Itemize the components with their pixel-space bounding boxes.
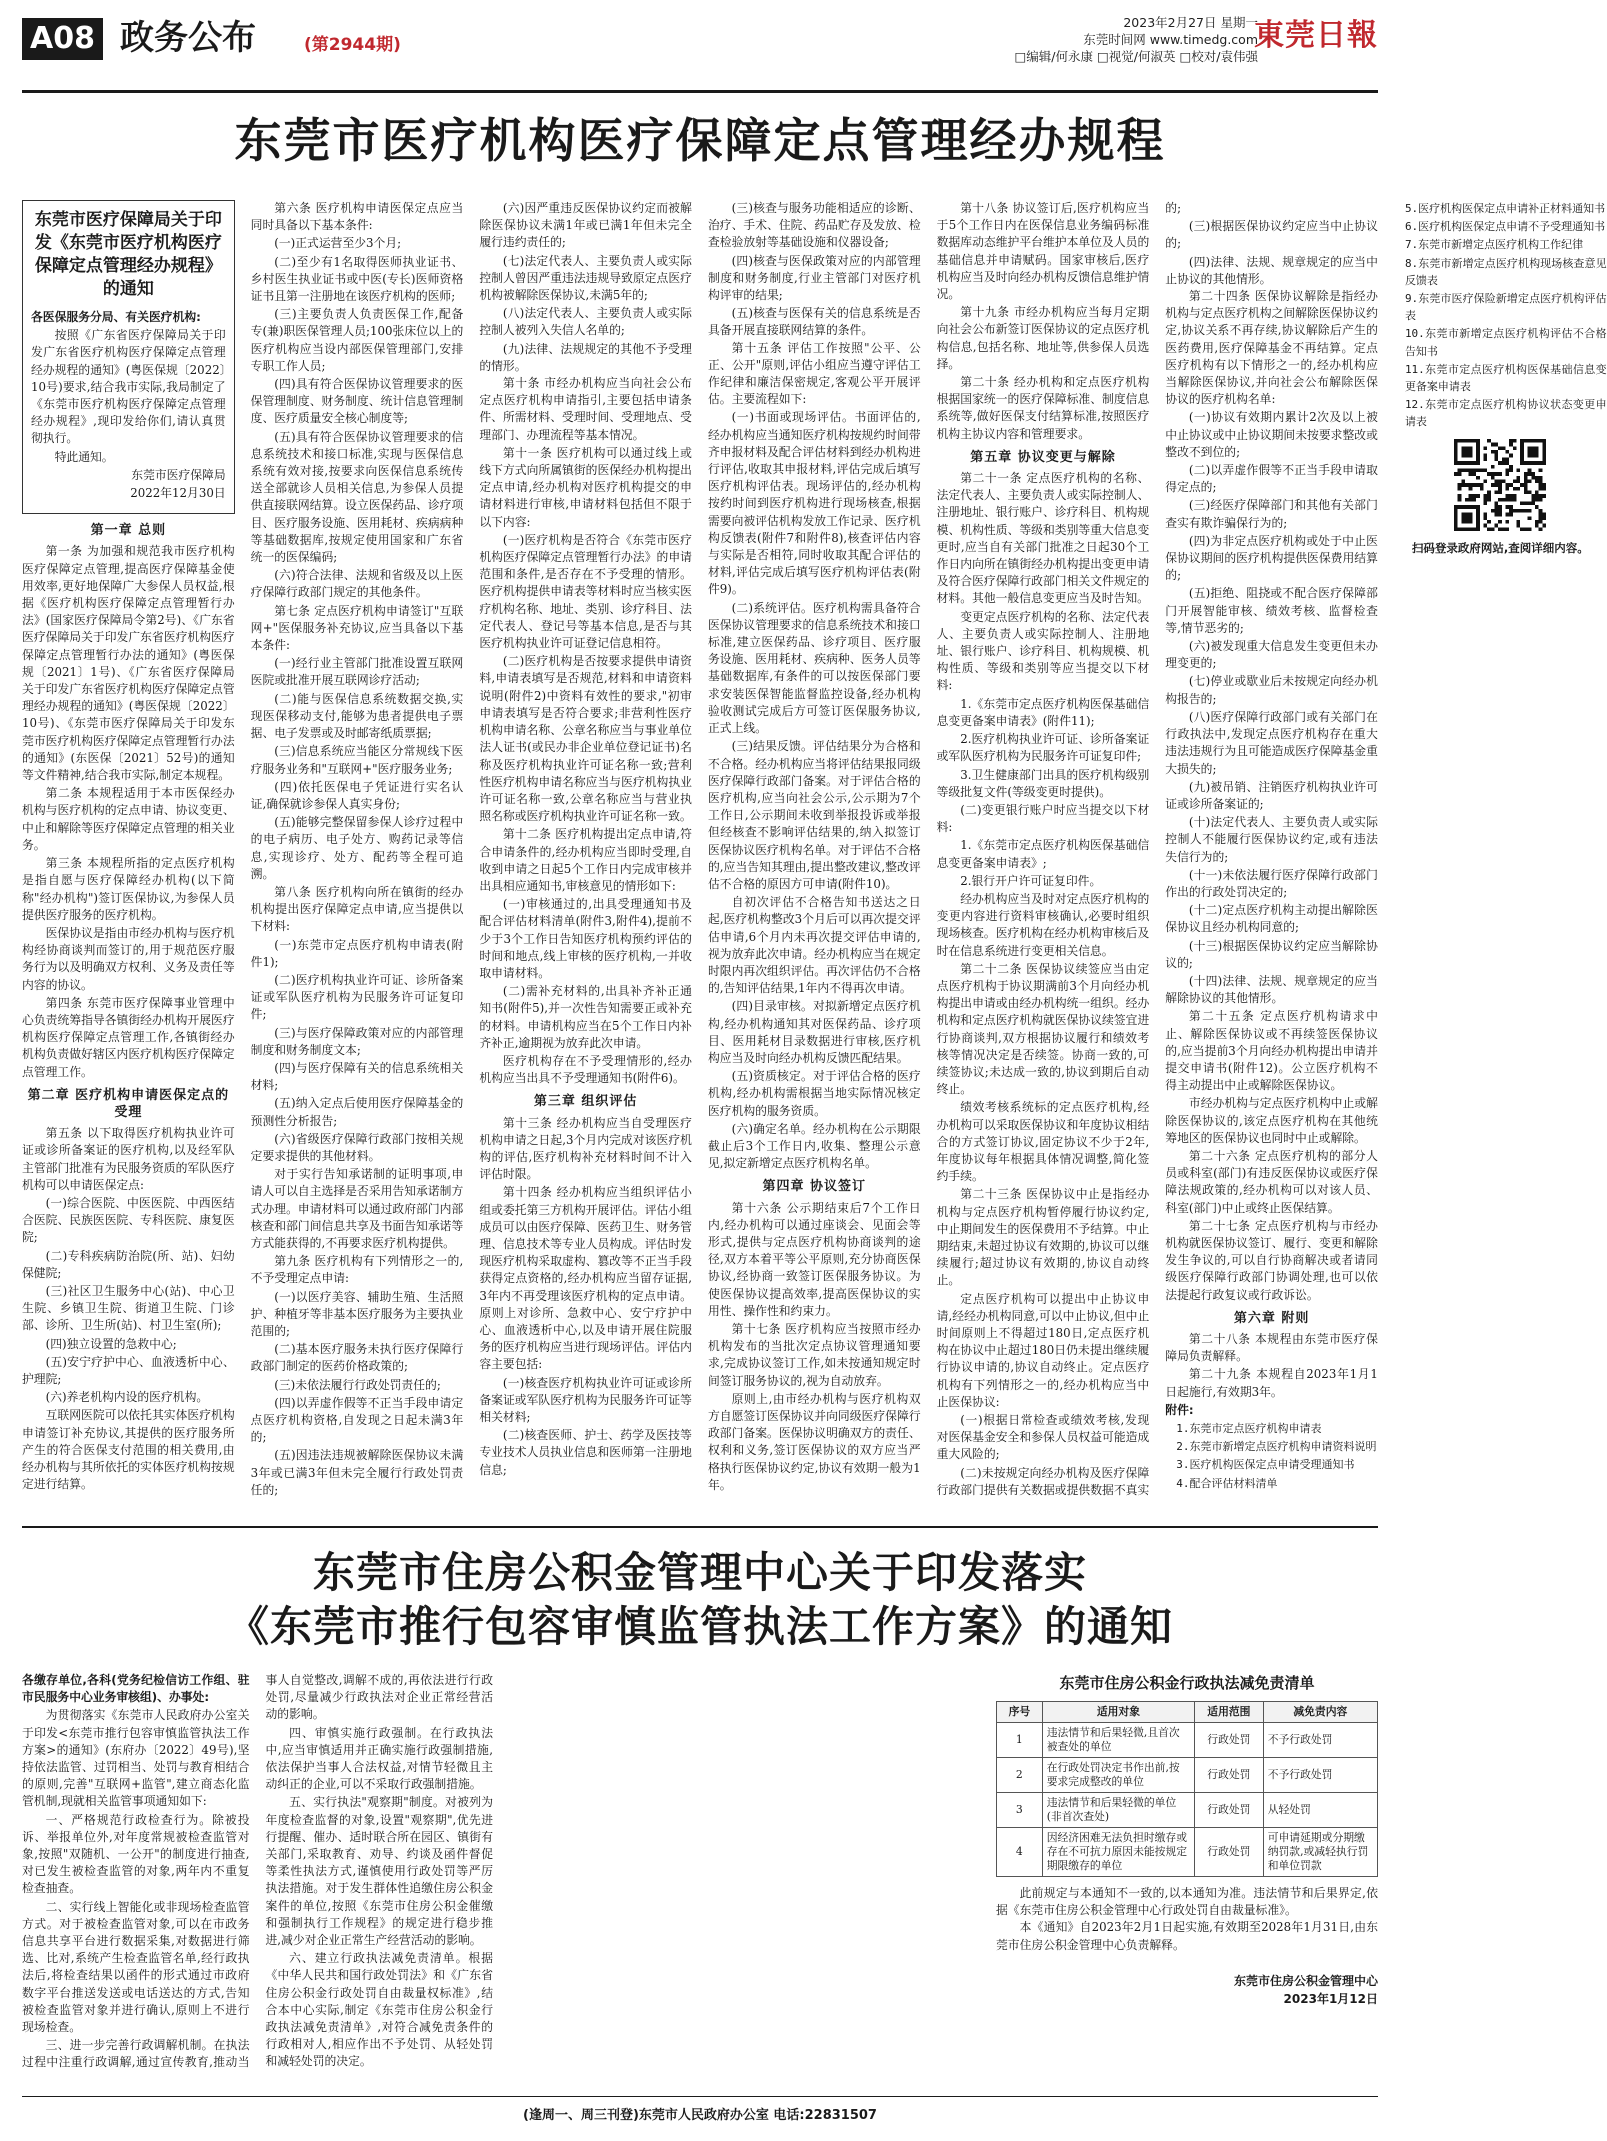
list-item: (四)目录审核。对拟新增定点医疗机构,经办机构通知其对医保药品、诊疗项目、医用耗材目录数据进行审核,医疗机构应当及时向经办机构反馈匹配结果。 [707, 999, 921, 1065]
article2-headline [22, 1546, 1378, 1654]
list-item: (三)信息系统应当能区分常规线下医疗服务业务和"互联网+"医疗服务业务; [250, 744, 464, 776]
table-header-row [997, 1702, 1378, 1723]
table-notes [996, 1885, 1378, 1954]
list-item: (一)协议有效期内累计2次及以上被中止协议或中止协议期间未按要求整改或整改不到位的; [1165, 410, 1378, 459]
list-item: (五)核查与医保有关的信息系统是否具备开展直接联网结算的条件。 [707, 306, 921, 338]
masthead [22, 12, 1378, 82]
article-para: 三、进一步完善行政调解机制。在执法过程中注重行政调解,通过宣传教育,推动当事人自觉整改,调解不成的,再依法进行行政处罚,尽量减少行政执法对企业正常经营活动的影响。 [22, 1673, 493, 2070]
article-para: 第一条 为加强和规范我市医疗机构医疗保障定点管理,提高医疗保障基金使用效率,更好地保障广大参保人员权益,根据《医疗机构医疗保障定点管理暂行办法》(国家医疗保障局令第2号)、《广东省医疗保障局关于印发广东省医疗机构医疗保障定点管理暂行办法的通知》(粤医保规〔2021〕1号)、《广东省医疗保障局关于印发广东省医疗机构医疗保障定点管理经办规程的通知》(粤医保规〔2022〕10号)、《东莞市医疗保障局关于印发东莞市医疗机构医疗保障定点管理暂行办法的通知》(东医保〔2021〕52号)的通知等文件精神,结合我市实际,制定本规程。 [22, 544, 235, 783]
chapter-heading: 第一章 总则 [90, 523, 167, 539]
list-item: (一)以医疗美容、辅助生殖、生活照护、种植牙等非基本医疗服务为主要执业范围的; [250, 1289, 464, 1338]
list [708, 998, 921, 1172]
list-item: (一)医疗机构是否符合《东莞市医疗机构医疗保障定点管理暂行办法》的申请范围和条件,是否存在不予受理的情形。医疗机构提供申请表等材料时应当核实医疗机构名称、地址、类别、诊疗科目、法定代表人、登记号等基本信息,是否与其医疗机构执业许可证登记信息相符。 [479, 532, 692, 651]
table-row [997, 1793, 1378, 1828]
article2-headline-line1: 东莞市住房公积金管理中心关于印发落实 [312, 1548, 1087, 1597]
validity-para: 本《通知》自2023年2月1日起实施,有效期至2028年1月31日,由东莞市住房公积金管理中心负责解释。 [996, 1920, 1378, 1952]
chapter-heading: 第二章 医疗机构申请医保定点的受理 [27, 1087, 230, 1120]
list [1165, 409, 1378, 1007]
table-cell: 因经济困难无法负担时缴存或存在不可抗力原因未能按规定期限缴存的单位 [1042, 1828, 1194, 1877]
article2-signer: 东莞市住房公积金管理中心 [1233, 1973, 1378, 1988]
list-item: (二)能与医保信息系统数据交换,实现医保移动支付,能够为患者提供电子票据、电子发票或及时邮寄纸质票据; [250, 691, 464, 741]
issue-number: (第2944期) [304, 35, 401, 55]
table-cell: 违法情节和后果轻微的单位(非首次查处) [1042, 1793, 1194, 1828]
table-row [997, 1828, 1378, 1877]
article-para: 二、实行线上智能化或非现场检查监管方式。对于被检查监管对象,可以在市政务信息共享平台进行数据采集,对数据进行筛选、比对,系统产生检查监管名单,经行政执法后,将检查结果以函件的形式通过市政府数字平台推送发送或电话送达的方式,告知被检查监管对象并进行确认,原则上不进行现场检查。 [22, 1899, 250, 2035]
list-item: 4.配合评估材料清单 [1176, 1476, 1278, 1490]
article-para: 第十九条 市经办机构应当每月定期向社会公布新签订医保协议的定点医疗机构信息,包括名称、地址等,供参保人员选择。 [936, 305, 1150, 371]
masthead-rule [22, 90, 1378, 93]
article-para: 第十八条 协议签订后,医疗机构应当于5个工作日内在医保信息业务编码标准数据库动态维护平台维护本单位及人员的基础信息并申请赋码。国家审核后,医疗机构应当及时向经办机构反馈信息维护情况。 [936, 201, 1150, 302]
table-header: 序号 [997, 1702, 1043, 1723]
chapter-heading: 第五章 协议变更与解除 [970, 449, 1116, 465]
article-para: 第二十二条 医保协议续签应当由定点医疗机构于协议期满前3个月向经办机构提出申请或由经办机构统一组织。经办机构和定点医疗机构就医保协议续签宜进行协商谈判,双方根据协议履行和绩效考核等情况决定是否续签。协商一致的,可续签协议;未达成一致的,协议到期后自动终止。 [936, 961, 1150, 1097]
list-item: (二)需补充材料的,出具补齐补正通知书(附件5),并一次性告知需要正或补充的材料。申请机构应当在5个工作日内补齐补正,逾期视为放弃此次申请。 [479, 984, 692, 1050]
list-item: (二)未按规定向经办机构及医疗保障行政部门提供有关数据或提供数据不真实的; [936, 201, 1182, 1497]
article-para: 四、审慎实施行政强制。在行政执法中,应当审慎适用并正确实施行政强制措施,依法保护当事人合法权益,对情节轻微且主动纠正的企业,可以不采取行政强制措施。 [265, 1725, 493, 1792]
article-para: 第六条 医疗机构申请医保定点应当同时具备以下基本条件: [250, 201, 464, 233]
qr-block [1394, 439, 1607, 557]
issue-date: 2023年2月27日 星期一 [1123, 15, 1258, 30]
article1-headline: 东莞市医疗机构医疗保障定点管理经办规程 [234, 114, 1166, 169]
list [251, 937, 464, 1166]
list-item: (九)被吊销、注销医疗机构执业许可证或诊所备案证的; [1165, 779, 1378, 811]
list-item: (二)变更银行账户时应当提交以下材料: [936, 802, 1150, 835]
table-header: 适用范围 [1195, 1702, 1264, 1723]
list [479, 896, 692, 1052]
list-item: (二)核查医师、护士、药学及医技等专业技术人员执业信息和医师第一注册地信息; [479, 1428, 692, 1477]
article-para: 医保协议是指由市经办机构与医疗机构经协商谈判而签订的,用于规范医疗服务行为以及明确双方权利、义务及责任等内容的协议。 [22, 925, 235, 992]
list-item: (四)独立设置的急救中心; [45, 1336, 177, 1351]
qr-code-icon[interactable] [1454, 439, 1546, 531]
list-item: (二)医疗机构是否按要求提供申请资料,申请表填写是否规范,材料和申请资料说明(附件2)中资料有效性的要求,"初审申请表填写是否符合要求;非营利性医疗机构申请名称、公章名称应当与事业单位法人证书(或民办非企业单位登记证书)名称及医疗机构执业许可证名称一致;营利性医疗机构申请名称应当与医疗机构执业许可证名称一致,公章名称应当与营业执照名称或医疗机构执业许可证名称一致。 [479, 654, 692, 824]
article-para: 第二十六条 定点医疗机构的部分人员或科室(部门)有违反医保协议或医疗保障法规政策的,经办机构可以对该人员、科室(部门)中止或终止医保结算。 [1165, 1148, 1378, 1215]
article-para: 第九条 医疗机构有下列情形之一的,不予受理定点申请: [250, 1254, 464, 1286]
chapter-heading: 第四章 协议签订 [762, 1179, 867, 1195]
list-item: (四)具有符合医保协议管理要求的医保管理制度、财务制度、统计信息管理制度、医疗质量安全核心制度等; [250, 377, 464, 426]
list-item: (四)与医疗保障有关的信息系统相关材料; [250, 1060, 464, 1093]
list-item: (一)核查医疗机构执业许可证或诊所备案证或军队医疗机构为民服务许可证等相关材料; [479, 1375, 692, 1425]
table-cell: 1 [997, 1723, 1043, 1758]
article-para: 第二十九条 本规程自2023年1月1日起施行,有效期3年。 [1165, 1367, 1378, 1399]
article-para: 第七条 定点医疗机构申请签订"互联网+"医保服务补充协议,应当具备以下基本条件: [250, 603, 464, 653]
list-item: 10.东莞市新增定点医疗机构评估不合格告知书 [1404, 327, 1607, 358]
table-cell: 4 [997, 1828, 1043, 1877]
notice-lead: 各医保服务分局、有关医疗机构: [31, 310, 201, 324]
article-para: 第十条 市经办机构应当向社会公布定点医疗机构申请指引,主要包括申请条件、所需材料、受理时间、受理地点、受理部门、办理流程等基本情况。 [479, 376, 692, 442]
list-item: (一)书面或现场评估。书面评估的,经办机构应当通知医疗机构按规约时间带齐申报材料及配合评估材料到经办机构进行评估,收取其申报材料,评估完成后填写医疗机构评估表。现场评估的,经办机构按约时间到医疗机构进行现场核查,根据需要向被评估机构发放工作记录、医疗机构反馈表(附件7和附件8),核查评估内容与实际是否相符,同时收取其配合评估的材料,评估完成后填写医疗机构评估表(附件9)。 [707, 410, 921, 597]
list-item: (五)具有符合医保协议管理要求的信息系统技术和接口标准,实现与医保信息系统有效对接,按要求向医保信息系统传送全部就诊人员相关信息,为参保人员提供直接联网结算。设立医保药品、诊疗项目、医疗服务设施、医用耗材、疾病病种等基础数据库,按规定使用国家和广东省统一的医保编码; [250, 429, 464, 565]
list-item: (五)能够完整保留参保人诊疗过程中的电子病历、电子处方、购药记录等信息,实现诊疗、处方、配药等全程可追溯。 [250, 815, 464, 881]
list [479, 532, 692, 825]
list-item: (四)依托医保电子凭证进行实名认证,确保就诊参保人真实身份; [250, 779, 464, 811]
article-para: 第二十三条 医保协议中止是指经办机构与定点医疗机构暂停履行协议约定,中止期间发生的医保费用不予结算。中止期结束,未超过协议有效期的,协议可以继续履行;超过协议有效期的,协议自动终止。 [936, 1187, 1150, 1288]
list-item: (五)资质核定。对于评估合格的医疗机构,经办机构需根据当地实际情况核定医疗机构的服务资质。 [707, 1069, 921, 1118]
page-footer: (逢周一、周三刊登)东莞市人民政府办公室 电话:22831507 [523, 2108, 877, 2123]
table-cell: 从轻处罚 [1263, 1793, 1377, 1828]
list [251, 655, 464, 883]
chapter-heading: 第六章 附则 [1233, 1310, 1310, 1326]
editor-credits: □编辑/何永康 □视觉/何淑英 □校对/袁伟强 [1014, 49, 1258, 64]
list-item: 1.《东莞市定点医疗机构医保基础信息变更备案申请表》; [936, 838, 1150, 870]
list-item: (六)因严重违反医保协议约定而被解除医保协议未满1年或已满1年但未完全履行违约责任的; [479, 201, 692, 250]
list-item: 2.医疗机构执业许可证、诊所备案证或军队医疗机构为民服务许可证复印件; [936, 732, 1150, 764]
article-para: 医疗机构存在不予受理情形的,经办机构应当出具不予受理通知书(附件6)。 [479, 1053, 692, 1086]
qr-caption: 扫码登录政府网站,查阅详细内容。 [1411, 540, 1589, 555]
list-item: 7.东莞市新增定点医疗机构工作纪律 [1404, 238, 1584, 252]
list-item: 3.医疗机构医保定点申请受理通知书 [1176, 1458, 1355, 1472]
table-cell: 行政处罚 [1195, 1758, 1264, 1793]
table-cell: 行政处罚 [1195, 1723, 1264, 1758]
list [22, 1195, 235, 1406]
table-cell: 2 [997, 1758, 1043, 1793]
list-item: (十四)法律、法规、规章规定的应当解除协议的其他情形。 [1165, 973, 1378, 1006]
article-para: 第二十条 经办机构和定点医疗机构根据国家统一的医疗保障标准、制度信息系统等,做好医保支付结算标准,按照医疗机构主协议内容和管理要求。 [936, 375, 1150, 441]
section-title: 政务公布 [120, 18, 256, 58]
list-item: 1.东莞市定点医疗机构申请表 [1176, 1422, 1322, 1436]
list-item: (一)东莞市定点医疗机构申请表(附件1); [250, 937, 464, 969]
exemption-table [996, 1701, 1378, 1877]
article2-lead: 各缴存单位,各科(党务纪检信访工作组、驻市民服务中心业务审核组)、办事处: [22, 1673, 250, 1705]
article-para: 变更定点医疗机构的名称、法定代表人、主要负责人或实际控制人、注册地址、银行账户、诊疗科目、机构规模、机构性质、等级和类别等应当提交以下材料: [936, 609, 1150, 693]
article-para: 第二十五条 定点医疗机构请求中止、解除医保协议或不再续签医保协议的,应当提前3个月向经办机构提出申请并提交申请书(附件12)。公立医疗机构不得主动提出中止或解除医保协议。 [1165, 1009, 1378, 1093]
list-item: (五)拒绝、阻挠或不配合医疗保障部门开展智能审核、绩效考核、监督检查等,情节恶劣的; [1165, 586, 1378, 635]
notice-date: 2022年12月30日 [130, 486, 226, 501]
notice-title: 东莞市医疗保障局关于印发《东莞市医疗机构医疗保障定点管理经办规程》的通知 [34, 210, 222, 299]
article-para: 第十六条 公示期结束后7个工作日内,经办机构可以通过座谈会、见面会等形式,提供与定点医疗机构协商谈判的途径,双方本着平等公平原则,充分协商医保协议,经协商一致签订医保服务协议。为使医保协议提高效率,提高医保协议的实用性、操作性和约束力。 [707, 1200, 921, 1318]
list-item: (四)法律、法规、规章规定的应当中止协议的其他情形。 [1165, 254, 1378, 286]
list-item: (六)省级医疗保障行政部门按相关规定要求提供的其他材料。 [250, 1131, 464, 1163]
list-item: (一)根据日常检查或绩效考核,发现对医保基金安全和参保人员权益可能造成重大风险的; [936, 1413, 1150, 1462]
list-item: 2.银行开户许可证复印件。 [960, 873, 1102, 888]
table-row [997, 1758, 1378, 1793]
article-para: 第三条 本规程所指的定点医疗机构是指自愿与医疗保障经办机构(以下简称"经办机构")签订医保协议,为参保人员提供医疗服务的医疗机构。 [22, 856, 235, 922]
list-item: (六)确定名单。经办机构在公示期限截止后3个工作日内,收集、整理公示意见,拟定新增定点医疗机构名单。 [707, 1121, 921, 1171]
table-title: 东莞市住房公积金行政执法减免责清单 [1059, 1674, 1315, 1692]
list-item: 5.医疗机构医保定点申请补正材料通知书 [1404, 202, 1606, 215]
masthead-meta [1014, 14, 1258, 65]
list-item: (八)法定代表人、主要负责人或实际控制人被列入失信人名单的; [479, 306, 692, 338]
chapter-heading: 第三章 组织评估 [533, 1094, 638, 1110]
article-para: 第十一条 医疗机构可以通过线上或线下方式向所属镇街的医保经办机构提出定点申请,经办机构对医疗机构提交的申请材料进行审核,申请材料包括但不限于以下内容: [479, 445, 692, 529]
article-para: 一、严格规范行政检查行为。除被投诉、举报单位外,对年度常规被检查监管对象,按照"双随机、一公开"的制度进行抽查,对已发生被检查监管的对象,两年内不重复检查抽查。 [22, 1812, 250, 1896]
list-item: (七)法定代表人、主要负责人或实际控制人曾因严重违法违规导致原定点医疗机构被解除医保协议,未满5年的; [479, 253, 692, 303]
notice-signer: 东莞市医疗保障局 [131, 467, 226, 482]
article-para: 五、实行执法"观察期"制度。对被列为年度检查监督的对象,设置"观察期",优先进行提醒、催办、适时联合所在园区、镇街有关部门,采取教育、劝导、约谈及函件督促等柔性执法方式,谨慎使用行政处罚等严厉执法措施。对于发生群体性追缴住房公积金案件的单位,按照《东莞市住房公积金催缴和强制执行工作规程》的规定进行稳步推进,减少对企业正常生产经营活动的影响。 [265, 1795, 493, 1948]
article-para: 第十五条 评估工作按照"公平、公正、公开"原则,评估小组应当遵守评估工作纪律和廉洁保密规定,客观公平开展评估。主要流程如下: [707, 340, 921, 407]
article-para: 互联网医院可以依托其实体医疗机构申请签订补充协议,其提供的医疗服务所产生的符合医保支付范围的相关费用,由经办机构与其所依托的实体医疗机构按规定进行结算。 [22, 1408, 235, 1492]
notice-close: 特此通知。 [54, 449, 114, 464]
article-para: 第十三条 经办机构应当自受理医疗机构申请之日起,3个月内完成对该医疗机构的评估,医疗机构补充材料时间不计入评估时限。 [479, 1115, 692, 1182]
list-item: (三)社区卫生服务中心(站)、中心卫生院、乡镇卫生院、街道卫生院、门诊部、诊所、卫生所(站)、村卫生室(所); [22, 1283, 235, 1333]
table-cell: 3 [997, 1793, 1043, 1828]
footer-rule [22, 2096, 1378, 2097]
article-para: 第二十四条 医保协议解除是指经办机构与定点医疗机构之间解除医保协议约定,协议关系不再存续,协议解除后产生的医药费用,医疗保障基金不再结算。定点医疗机构有以下情形之一的,经办机构应当解除医保协议,并向社会公布解除医保协议的医疗机构名单: [1165, 289, 1378, 407]
list-item: 1.《东莞市定点医疗机构医保基础信息变更备案申请表》(附件11); [936, 696, 1150, 728]
article-para: 第四条 东莞市医疗保障事业管理中心负责统筹指导各镇街经办机构开展医疗机构医疗保障定点管理工作,各镇街经办机构负责做好辖区内医疗机构医疗保障定点管理工作。 [22, 995, 235, 1079]
list-item: 11.东莞市定点医疗机构医保基础信息变更备案申请表 [1404, 362, 1607, 394]
article-para: 定点医疗机构可以提出中止协议申请,经经办机构同意,可以中止协议,但中止时间原则上不得超过180日,定点医疗机构在协议中止超过180日仍未提出继续履行协议申请的,协议自动终止。定点医疗机构有下列情形之一的,经办机构应当中止医保协议: [936, 1291, 1150, 1409]
table-header: 适用对象 [1042, 1702, 1194, 1723]
newspaper-logo: 東莞日報 [1254, 18, 1378, 53]
list-item: (六)养老机构内设的医疗机构。 [45, 1390, 209, 1405]
after-table-para: 此前规定与本通知不一致的,以本通知为准。违法情节和后果界定,依据《东莞市住房公积金管理中心行政处罚自由裁量标准》。 [996, 1886, 1378, 1918]
list-item: (十二)定点医疗机构主动提出解除医保协议且经办机构同意的; [1165, 903, 1378, 935]
list-item: (八)医疗保障行政部门或有关部门在行政执法中,发现定点医疗机构存在重大违法违规行为且可能造成医疗保障基金重大损失的; [1165, 709, 1378, 776]
exemption-table-block [996, 1672, 1378, 2008]
list-item: 9.东莞市医疗保险新增定点医疗机构评估表 [1404, 292, 1607, 323]
article-para: 第八条 医疗机构向所在镇街的经办机构提出医疗保障定点申请,应当提供以下材料: [250, 884, 464, 934]
notice-body: 按照《广东省医疗保障局关于印发广东省医疗机构医疗保障定点管理经办规程的通知》(粤医保规〔2022〕10号)要求,结合我市实际,我局制定了《东莞市医疗机构医疗保障定点管理经办规程》,现印发给你们,请认真贯彻执行。 [31, 328, 226, 446]
table-cell: 不予行政处罚 [1263, 1723, 1377, 1758]
article-para: 第二十七条 定点医疗机构与市经办机构就医保协议签订、履行、变更和解除发生争议的,可以自行协商解决或者请同级医疗保障行政部门协调处理,也可以依法提起行政复议或行政诉讼。 [1165, 1218, 1378, 1302]
table-cell: 可申请延期或分期缴纳罚款,或减轻执行罚和单位罚款 [1263, 1828, 1377, 1877]
list-item: (六)符合法律、法规和省级及以上医疗保障行政部门规定的其他条件。 [250, 568, 464, 600]
list-item: 12.东莞市定点医疗机构协议状态变更申请表 [1404, 398, 1607, 429]
list-item: (二)系统评估。医疗机构需具备符合医保协议管理要求的信息系统技术和接口标准,建立医保药品、诊疗项目、医疗服务设施、医用耗材、疾病种、医务人员等基础数据库,有条件的可以按医保部门要求安装医保智能监督监控设备,经办机构验收测试完成后方可签订医保服务协议,正式上线。 [707, 600, 921, 736]
list-item: (四)核查与医保政策对应的内部管理制度和财务制度,行业主管部门对医疗机构评审的结果; [707, 253, 921, 303]
article-para: 第二十八条 本规程由东莞市医疗保障局负责解释。 [1165, 1332, 1378, 1364]
article-para: 第二十一条 定点医疗机构的名称、法定代表人、主要负责人或实际控制人、注册地址、银行账户、诊疗科目、机构规模、机构性质、等级和类别等重大信息变更时,应当自有关部门批准之日起30个工作日内向所在镇街经办机构提出变更申请及符合医疗保障行政部门相关文件规定的材料。其他一般信息变更应当及时告知。 [936, 471, 1150, 606]
list-item: (四)以弄虚作假等不正当手段申请定点医疗机构资格,自发现之日起未满3年的; [250, 1395, 464, 1445]
list-item: (十一)未依法履行医疗保障行政部门作出的行政处罚决定的; [1165, 867, 1378, 899]
list-item: (五)纳入定点后使用医疗保障基金的预测性分析报告; [250, 1096, 464, 1128]
list [251, 235, 464, 601]
article-para: 原则上,由市经办机构与医疗机构双方自愿签订医保协议并向同级医疗保障行政部门备案。医保协议明确双方的责任、权利和义务,签订医保协议的双方应当严格执行医保协议约定,协议有效期一般为1年。 [707, 1391, 921, 1492]
list-item: (二)医疗机构执业许可证、诊所备案证或军队医疗机构为民服务许可证复印件; [250, 972, 464, 1022]
list-item: (三)与医疗保障政策对应的内部管理制度和财务制度文本; [250, 1025, 464, 1057]
article-para: 第五条 以下取得医疗机构执业许可证或诊所备案证的医疗机构,以及经军队主管部门批准有为民服务资质的军队医疗机构可以申请医保定点: [22, 1126, 235, 1192]
table-row [997, 1723, 1378, 1758]
attachments-label: 附件: [1165, 1402, 1194, 1417]
list-item: (五)因违法违规被解除医保协议未满3年或已满3年但未完全履行行政处罚责任的; [250, 1448, 464, 1497]
list-item: (二)基本医疗服务未执行医疗保障行政部门制定的医药价格政策的; [250, 1342, 464, 1374]
list-item: (六)被发现重大信息发生变更但未办理变更的; [1165, 639, 1378, 671]
list-item: 8.东莞市新增定点医疗机构现场核查意见反馈表 [1404, 256, 1607, 287]
article-para: 第十七条 医疗机构应当按照市经办机构发布的当批次定点协议管理通知要求,完成协议签订工作,如未按通知规定时间签订服务协议的,视为自动放弃。 [707, 1322, 921, 1388]
list-item: (三)经医疗保障部门和其他有关部门查实有欺诈骗保行为的; [1165, 498, 1378, 530]
list-item: (九)法律、法规规定的其他不予受理的情形。 [479, 341, 692, 373]
table-cell: 行政处罚 [1195, 1828, 1264, 1877]
list [708, 409, 921, 893]
list-item: (十)法定代表人、主要负责人或实际控制人不能履行医保协议约定,或有违法失信行为的; [1165, 815, 1378, 864]
article-para: 市经办机构与定点医疗机构中止或解除医保协议的,该定点医疗机构在其他统筹地区的医保协议也同时中止或解除。 [1165, 1096, 1378, 1145]
article-para: 经办机构应当及时对定点医疗机构的变更内容进行资料审核确认,必要时组织现场核查。医疗机构在经办机构审核后及时在信息系统进行变更相关信息。 [936, 891, 1150, 958]
article2-signature [996, 1972, 1378, 2008]
list-item: (三)根据医保协议约定应当中止协议的; [1165, 219, 1378, 251]
page-number: A08 [22, 18, 103, 60]
article-para: 为贯彻落实《东莞市人民政府办公室关于印发<东莞市推行包容审慎监管执法工作方案>的通知》(东府办〔2022〕49号),坚持依法监管、过罚相当、处罚与教育相结合的原则,完善"互联网+监管",建立商态化监管机制,现就相关监管事项通知如下: [22, 1708, 250, 1809]
table-cell: 不予行政处罚 [1263, 1758, 1377, 1793]
table-cell: 行政处罚 [1195, 1793, 1264, 1828]
article-para: 绩效考核系统标的定点医疗机构,经办机构可以采取医保协议和年度协议相结合的方式签订协议,固定协议不少于2年,年度协议每年根据具体情况调整,简化签约手续。 [936, 1100, 1150, 1184]
list-item: (一)审核通过的,出具受理通知书及配合评估材料清单(附件3,附件4),提前不少于3个工作日告知医疗机构预约评估的时间和地点,线上审核的医疗机构,一并收取申请材料。 [479, 897, 692, 980]
article-para: 第十四条 经办机构应当组织评估小组或委托第三方机构开展评估。评估小组成员可以由医疗保障、医药卫生、财务管理、信息技术等专业人员构成。评估时发现医疗机构采取虚构、篡改等不正当手段获得定点资格的,经办机构应当留存证据,3年内不再受理该医疗机构的定点申请。原则上对诊所、急救中心、安宁疗护中心、血液透析中心,以及申请开展住院服务的医疗机构应当进行现场评估。评估内容主要包括: [479, 1185, 692, 1372]
article-para: 第二条 本规程适用于本市医保经办机构与医疗机构的定点申请、协议变更、中止和解除等医疗保障定点管理的相关业务。 [22, 786, 235, 852]
article-para: 第十二条 医疗机构提出定点申请,符合申请条件的,经办机构应当即时受理,自收到申请之日起5个工作日内完成审核并出具相应通知书,审核意见的情形如下: [479, 827, 692, 893]
list-item: 6.医疗机构医保定点申请不予受理通知书 [1404, 220, 1606, 234]
table-header: 减免责内容 [1263, 1702, 1377, 1723]
list-item: (四)为非定点医疗机构或处于中止医保协议期间的医疗机构提供医保费用结算的; [1165, 533, 1378, 583]
list-item: (一)经行业主管部门批准设置互联网医院或批准开展互联网诊疗活动; [250, 656, 464, 688]
table-cell: 在行政处罚决定书作出前,按要求完成整改的单位 [1042, 1758, 1194, 1793]
article-para: 对于实行告知承诺制的证明事项,申请人可以自主选择是否采用告知承诺制方式办理。申请材料可以通过政府部门内部核查和部门间信息共享及书面告知承诺等方式能获得的,不再要求医疗机构提供。 [250, 1167, 464, 1250]
list-item: 2.东莞市新增定点医疗机构申请资料说明 [1176, 1440, 1377, 1454]
list-item: (七)停业或歇业后未按规定向经办机构报告的; [1165, 674, 1378, 706]
list [937, 696, 1150, 890]
list-item: (三)结果反馈。评估结果分为合格和不合格。经办机构应当将评估结果报同级医疗保障行政部门备案。对于评估合格的医疗机构,应当向社会公示,公示期为7个工作日,公示期间未收到举报投诉或举报但经核查不影响评估结果的,纳入拟签订医保协议医疗机构名单。对于评估不合格的,应当告知其理由,提出整改建议,整改评估不合格的原因方可申请(附件10)。 [707, 739, 921, 891]
article2-date: 2023年1月12日 [1283, 1991, 1378, 2006]
article2-headline-line2: 《东莞市推行包容审慎监管执法工作方案》的通知 [226, 1602, 1173, 1651]
website: 东莞时间网 www.timedg.com [1083, 32, 1258, 47]
list-item: (二)专科疾病防治院(所、站)、妇幼保健院; [22, 1248, 235, 1280]
list-item: (十三)根据医保协议约定应当解除协议的; [1165, 938, 1378, 970]
article2-body [22, 1672, 980, 2072]
list-item: (二)以弄虚作假等不正当手段申请取得定点的; [1165, 463, 1378, 495]
list-item: (三)核查与服务功能相适应的诊断、治疗、手术、住院、药品贮存及发放、检查检验放射等基础设施和仪器设备; [707, 201, 921, 250]
article-divider [22, 1526, 1378, 1528]
list-item: (二)至少有1名取得医师执业证书、乡村医生执业证书或中医(专长)医师资格证书且第一注册地在该医疗机构的医师; [250, 254, 464, 304]
table-cell: 违法情节和后果轻微,且首次被查处的单位 [1042, 1723, 1194, 1758]
article1-body [22, 200, 1607, 1510]
list-item: (一)综合医院、中医医院、中西医结合医院、民族医医院、专科医院、康复医院; [22, 1195, 235, 1245]
list-item: (三)主要负责人负责医保工作,配备专(兼)职医保管理人员;100张床位以上的医疗机构应当设内部医保管理部门,安排专职工作人员; [250, 307, 464, 373]
article-para: 六、建立行政执法减免责清单。根据《中华人民共和国行政处罚法》和《广东省住房公积金行政处罚自由裁量权标准》,结合本中心实际,制定《东莞市住房公积金行政执法减免责清单》,对符合减免责条件的行政相对人,相应作出不予处罚、从轻处罚和减轻处罚的决定。 [265, 1951, 493, 2069]
list-item: (三)未依法履行行政处罚责任的; [274, 1377, 441, 1392]
list-item: 3.卫生健康部门出具的医疗机构级别等级批复文件(等级变更时提供)。 [936, 767, 1150, 799]
article-para: 自初次评估不合格告知书送达之日起,医疗机构整改3个月后可以再次提交评估申请,6个月内未再次提交评估申请的,视为放弃此次申请。经办机构应当在规定时限内再次组织评估。再次评估仍不合格的,告知评估结果,1年内不得再次申请。 [707, 895, 921, 996]
notice-box [22, 200, 235, 514]
list-item: (一)正式运营至少3个月; [274, 236, 402, 251]
list-item: (五)安宁疗护中心、血液透析中心、护理院; [22, 1354, 235, 1386]
